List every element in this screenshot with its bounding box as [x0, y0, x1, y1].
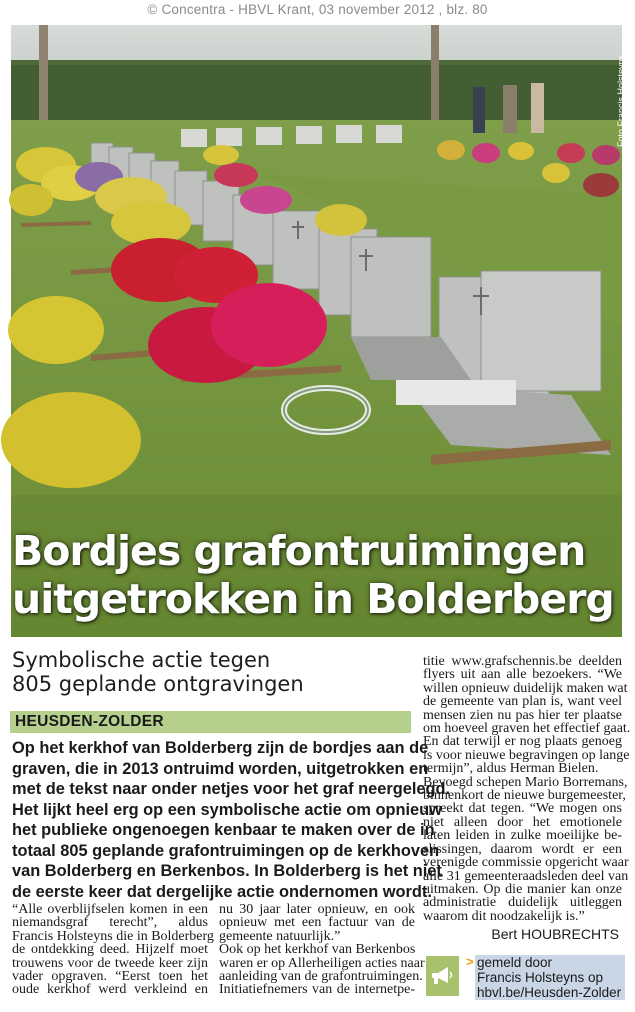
body-line: trouwens voor de tweede keer zijn: [12, 955, 208, 971]
lead-line: van Bolderberg en Berkenbos. In Bolderberg is het niet: [12, 862, 442, 880]
lead-line: Het lijkt heel erg op een symbolische actie om opnieuw: [12, 800, 442, 819]
subtitle: [12, 648, 407, 696]
body-line: oude kerkhof werd verkleind en: [12, 982, 208, 998]
body-line: is voor nieuwe begravingen op lange: [423, 747, 630, 763]
lead-line: totaal 805 geplande grafontruimingen op de kerkhoven: [12, 841, 440, 860]
body-line: om hoeveel graven het effectief gaat.: [423, 721, 631, 737]
headline-line-2: uitgetrokken in Bolderberg: [12, 575, 614, 623]
lead-line: de eerste keer dat dergelijke actie ondernomen wordt.: [12, 882, 432, 901]
body-line: Initiatiefnemers van de internetpe-: [219, 982, 415, 998]
body-column-3: [423, 654, 631, 924]
body-line: En dat terwijl er nog plaats genoeg: [423, 734, 622, 750]
body-column-2: [219, 902, 425, 998]
body-line: aanleiding van de grafontruimingen.: [219, 969, 423, 985]
photo-credit: Foto Francis Holsteyns: [616, 55, 626, 148]
body-line: vader opgraven. “Eerst toen het: [12, 969, 208, 985]
body-line: Bevoegd schepen Mario Borremans,: [423, 774, 628, 790]
body-line: flyers uit aan alle bezoekers. “We: [423, 667, 622, 683]
subtitle-line: Symbolische actie tegen: [12, 648, 271, 672]
tip-line: Francis Holsteyns op: [475, 970, 625, 985]
body-line: mensen zien nu pas hier ter plaatse: [423, 707, 622, 723]
body-line: binnenkort de nieuwe burgemeester,: [423, 788, 626, 804]
lead-paragraph: [12, 738, 451, 902]
body-line: slissingen, daarom wordt er een: [423, 841, 622, 857]
body-line: willen opnieuw duidelijk maken wat: [423, 680, 628, 696]
lead-line: het publieke ongenoegen kenbaar te maken over de in: [12, 821, 435, 839]
body-line: de ontdekking deed. Hijzelf moet: [12, 942, 208, 958]
subtitle-line: 805 geplande ontgravingen: [12, 672, 304, 696]
byline: Bert HOUBRECHTS: [491, 926, 619, 942]
body-line: de gemeente van plan is, want veel: [423, 694, 622, 710]
body-line: verenigde commissie opgericht waar: [423, 855, 629, 871]
body-line: waren er op Allerheiligen acties naar: [219, 955, 425, 971]
body-line: Ook op het kerkhof van Berkenbos: [219, 942, 416, 958]
tip-arrow: >: [466, 954, 474, 969]
kicker: HEUSDEN-ZOLDER: [15, 713, 164, 730]
lead-line: met de tekst naar onder netjes voor het graf neergelegd.: [12, 780, 451, 798]
body-line: waarom dit noodzakelijk is.”: [423, 908, 585, 924]
source-line: © Concentra - HBVL Krant, 03 november 2012 , blz. 80: [147, 2, 488, 17]
body-line: uitmaken. Op die manier kan onze: [423, 881, 622, 897]
body-line: titie www.grafschennis.be deelden: [423, 654, 622, 669]
body-line: termijn”, aldus Herman Bielen.: [423, 761, 599, 777]
body-line: nu 30 jaar later opnieuw, en ook: [219, 902, 415, 917]
body-line: Francis Holsteyns die in Bolderberg: [12, 928, 214, 944]
body-line: laten leiden in zulke moeilijke be-: [423, 828, 622, 844]
body-line: administratie duidelijk uitleggen: [423, 895, 622, 911]
tip-line: gemeld door: [475, 955, 625, 970]
body-line: alle 31 gemeenteraadsleden deel van: [423, 868, 629, 884]
headline-line-1: Bordjes grafontruimingen: [12, 527, 586, 575]
body-line: niet alleen door het emotionele: [423, 814, 622, 830]
body-line: opnieuw met een factuur van de: [219, 915, 415, 931]
body-column-1: [12, 902, 214, 998]
tip-line: hbvl.be/Heusden-Zolder: [475, 985, 625, 1000]
body-line: spreekt dat tegen. “We mogen ons: [423, 801, 622, 817]
megaphone-icon: [426, 956, 459, 996]
lead-line: Op het kerkhof van Bolderberg zijn de bordjes aan de: [12, 739, 429, 757]
tip-link[interactable]: [475, 955, 625, 1000]
body-line: “Alle overblijfselen komen in een: [12, 902, 208, 917]
body-line: niemandsgraf terecht”, aldus: [12, 915, 208, 931]
lead-line: graven, die in 2013 ontruimd worden, uitgetrokken en: [12, 759, 429, 778]
body-line: gemeente natuurlijk.”: [219, 928, 341, 944]
